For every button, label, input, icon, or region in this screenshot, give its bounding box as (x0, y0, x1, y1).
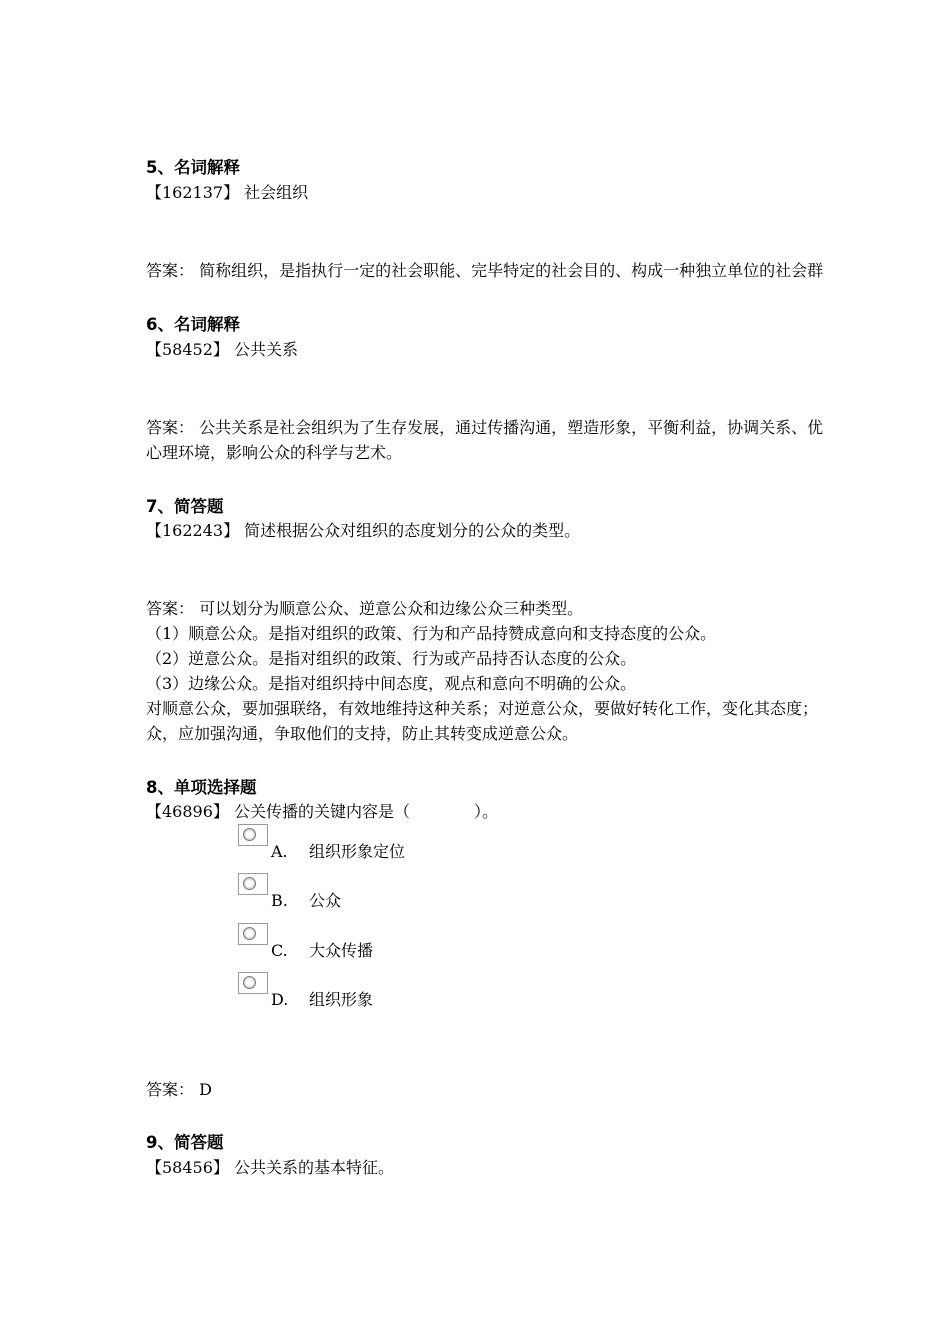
question-8-stem: 【46896】 公关传播的关键内容是（ ）。 (146, 802, 498, 821)
question-9-stem: 【58456】 公共关系的基本特征。 (146, 1158, 394, 1177)
question-7-title: 7、简答题 (146, 497, 224, 516)
question-7-answer-line-3: （2）逆意公众。是指对组织的政策、行为或产品持否认态度的公众。 (146, 649, 637, 668)
question-7-answer-line-6: 众，应加强沟通，争取他们的支持，防止其转变成逆意公众。 (146, 724, 579, 743)
option-a (271, 841, 405, 863)
option-c-radio-icon[interactable] (238, 923, 268, 945)
option-c-text: 大众传播 (309, 941, 374, 960)
question-8-answer: 答案： D (146, 1080, 212, 1099)
option-d-letter: D. (271, 990, 289, 1009)
option-b-radio-icon[interactable] (238, 873, 268, 895)
question-8-title: 8、单项选择题 (146, 778, 257, 797)
question-5-answer: 答案： 简称组织，是指执行一定的社会职能、完毕特定的社会目的、构成一种独立单位的社会群 (146, 261, 824, 280)
option-c-letter: C. (271, 941, 288, 960)
option-b-letter: B. (271, 891, 288, 910)
question-7-answer-line-1: 答案： 可以划分为顺意公众、逆意公众和边缘公众三种类型。 (146, 599, 584, 618)
option-b (271, 890, 341, 912)
option-c (271, 940, 373, 962)
option-b-text: 公众 (309, 891, 342, 910)
question-6-title: 6、名词解释 (146, 315, 240, 334)
option-a-letter: A. (271, 842, 288, 861)
question-6-answer-line-2: 心理环境，影响公众的科学与艺术。 (146, 443, 403, 462)
question-6-stem: 【58452】 公共关系 (146, 340, 298, 359)
question-7-answer-line-4: （3）边缘公众。是指对组织持中间态度，观点和意向不明确的公众。 (146, 674, 637, 693)
question-7-answer-line-5: 对顺意公众，要加强联络，有效地维持这种关系；对逆意公众，要做好转化工作，变化其态度； (146, 699, 819, 718)
option-d-text: 组织形象 (309, 990, 374, 1009)
option-d-radio-icon[interactable] (238, 972, 268, 994)
question-9-title: 9、简答题 (146, 1133, 224, 1152)
option-a-text: 组织形象定位 (309, 842, 406, 861)
option-a-radio-icon[interactable] (238, 824, 268, 846)
option-d (271, 989, 373, 1011)
question-5-stem: 【162137】 社会组织 (146, 183, 309, 202)
question-5-title: 5、名词解释 (146, 158, 240, 177)
question-7-answer-line-2: （1）顺意公众。是指对组织的政策、行为和产品持赞成意向和支持态度的公众。 (146, 624, 717, 643)
question-7-stem: 【162243】 简述根据公众对组织的态度划分的公众的类型。 (146, 521, 581, 540)
question-6-answer-line-1: 答案： 公共关系是社会组织为了生存发展，通过传播沟通，塑造形象，平衡利益，协调关系、优 (146, 418, 824, 437)
